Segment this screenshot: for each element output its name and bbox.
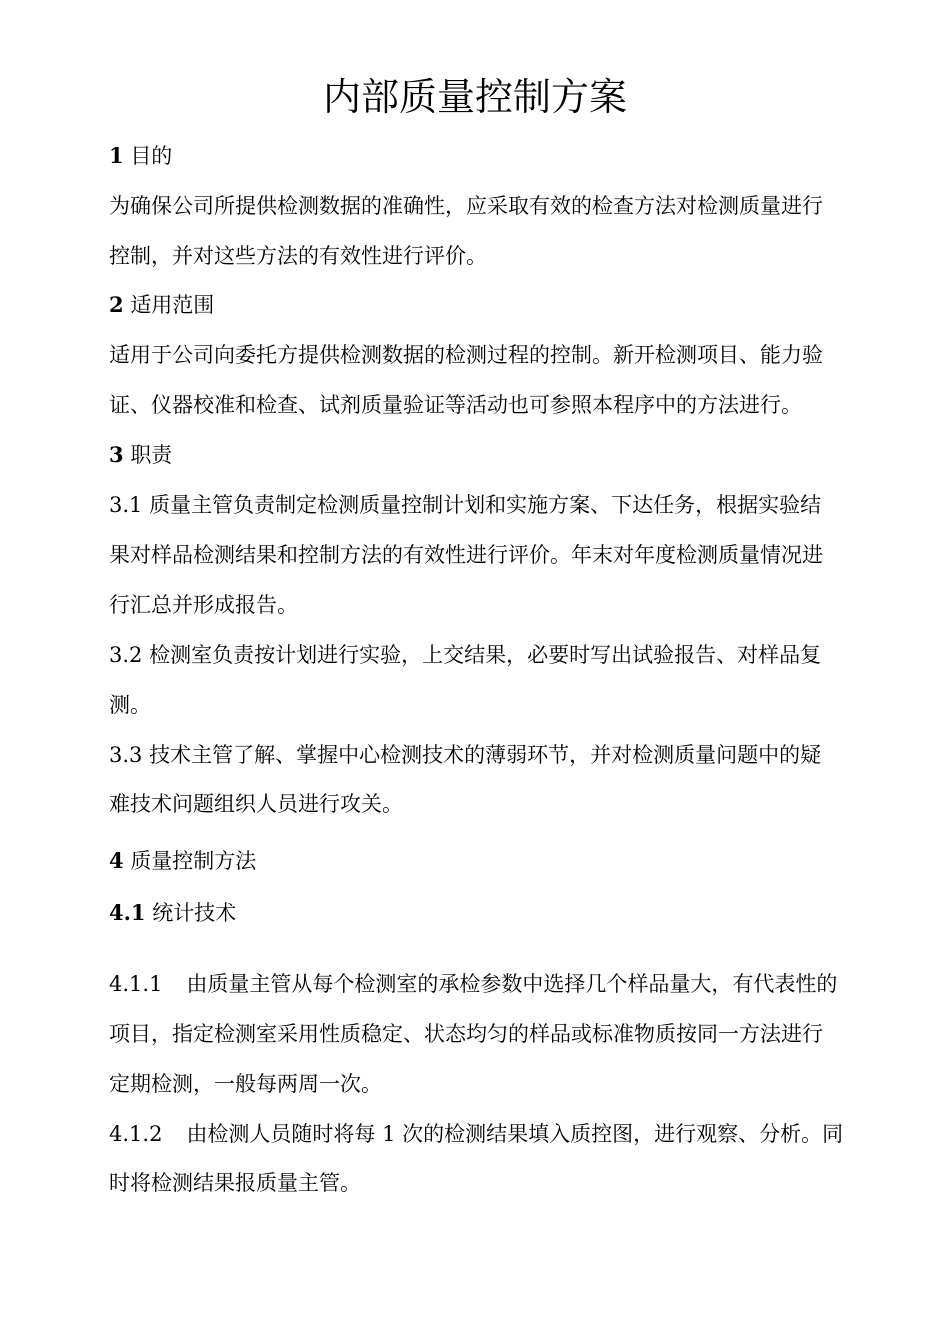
paragraph-line: 3.3 技术主管了解、掌握中心检测技术的薄弱环节，并对检测质量问题中的疑 [109,743,822,767]
clause-number: 4.1.1 [109,972,163,996]
paragraph-line: 3.2 检测室负责按计划进行实验，上交结果，必要时写出试验报告、对样品复 [109,643,822,667]
subsection-4-1-heading [109,898,236,928]
paragraph-line: 证、仪器校准和检查、试剂质量验证等活动也可参照本程序中的方法进行。 [109,393,802,417]
section-2-heading [109,290,214,320]
paragraph-line [109,969,837,999]
section-title: 适用范围 [130,293,215,317]
section-1-heading [109,141,172,171]
paragraph-line: 行汇总并形成报告。 [109,593,298,617]
section-4-heading [109,846,256,876]
paragraph-line: 控制，并对这些方法的有效性进行评价。 [109,244,487,268]
clause-text: 由检测人员随时将每 1 次的检测结果填入质控图，进行观察、分析。同 [186,1122,844,1146]
paragraph-line [109,1119,843,1149]
section-number: 2 [109,292,124,317]
paragraph-line: 适用于公司向委托方提供检测数据的检测过程的控制。新开检测项目、能力验 [109,343,823,367]
paragraph-line: 为确保公司所提供检测数据的准确性，应采取有效的检查方法对检测质量进行 [109,194,823,218]
section-title: 职责 [130,443,173,467]
paragraph-line: 果对样品检测结果和控制方法的有效性进行评价。年末对年度检测质量情况进 [109,543,823,567]
paragraph-line: 定期检测，一般每两周一次。 [109,1072,382,1096]
section-3-heading [109,440,172,470]
clause-number: 4.1.2 [109,1122,163,1146]
section-title: 统计技术 [152,901,237,925]
section-number: 4.1 [109,900,146,925]
section-number: 3 [109,442,124,467]
paragraph-line: 3.1 质量主管负责制定检测质量控制计划和实施方案、下达任务，根据实验结 [109,493,822,517]
paragraph-line: 项目，指定检测室采用性质稳定、状态均匀的样品或标准物质按同一方法进行 [109,1022,823,1046]
document-title: 内部质量控制方案 [322,75,627,119]
paragraph-line: 测。 [109,693,151,717]
section-title: 目的 [130,144,173,168]
paragraph-line: 时将检测结果报质量主管。 [109,1171,361,1195]
section-number: 1 [109,143,124,168]
section-number: 4 [109,848,124,873]
paragraph-line: 难技术问题组织人员进行攻关。 [109,792,403,816]
clause-text: 由质量主管从每个检测室的承检参数中选择几个样品量大，有代表性的 [186,972,838,996]
section-title: 质量控制方法 [130,849,257,873]
